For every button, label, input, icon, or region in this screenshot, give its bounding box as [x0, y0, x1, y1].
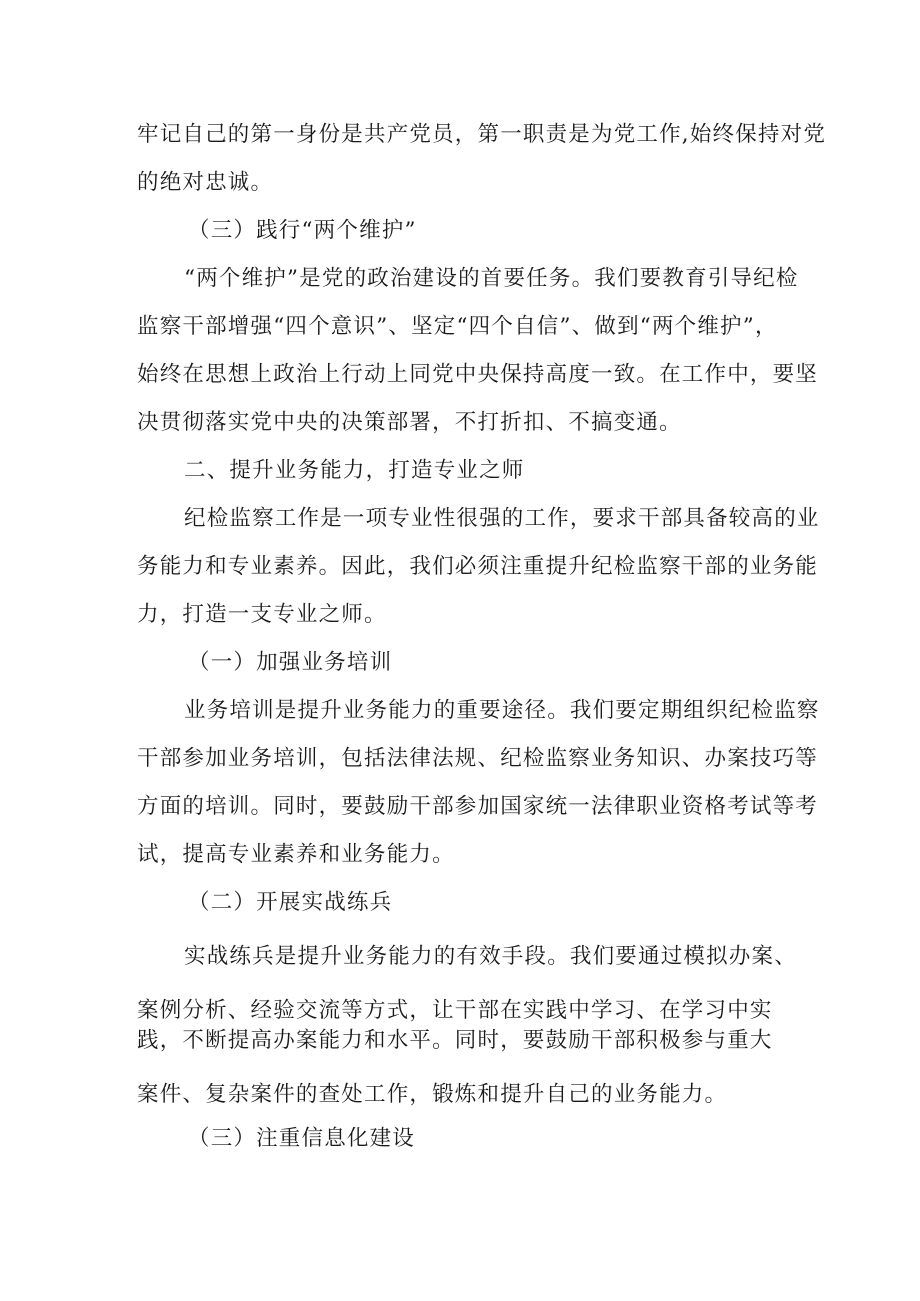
body-line-6: 始终在思想上政治上行动上同党中央保持高度一致。在工作中，要坚 [137, 362, 819, 387]
body-line-9: 纪检监察工作是一项专业性很强的工作，要求干部具备较高的业 [184, 506, 820, 531]
body-line-21: 案件、复杂案件的查处工作，锻炼和提升自己的业务能力。 [137, 1082, 728, 1107]
body-line-20: 践，不断提高办案能力和水平。同时，要鼓励干部积极参与重大 [137, 1028, 773, 1053]
section-heading-training: （一）加强业务培训 [188, 650, 393, 675]
section-heading-informatization: （三）注重信息化建设 [188, 1126, 416, 1151]
body-line-14: 干部参加业务培训，包括法律法规、纪检监察业务知识、办案技巧等 [137, 746, 819, 771]
chapter-heading-improve-ability: 二、提升业务能力，打造专业之师 [184, 458, 525, 483]
body-line-1: 牢记自己的第一身份是共产党员，第一职责是为党工作,始终保持对党 [137, 122, 827, 147]
body-line-11: 力，打造一支专业之师。 [137, 602, 387, 627]
body-line-13: 业务培训是提升业务能力的重要途径。我们要定期组织纪检监察 [184, 698, 820, 723]
body-line-4: “两个维护”是党的政治建设的首要任务。我们要教育引导纪检 [184, 266, 799, 291]
body-line-7: 决贯彻落实党中央的决策部署，不打折扣、不搞变通。 [137, 410, 682, 435]
section-heading-practical-drills: （二）开展实战练兵 [188, 890, 393, 915]
body-line-2: 的绝对忠诚。 [137, 170, 274, 195]
section-heading-practice-two-maintains: （三）践行“两个维护” [188, 218, 417, 243]
body-line-5: 监察干部增强“四个意识”、坚定“四个自信”、做到“两个维护”， [137, 314, 778, 339]
body-line-10: 务能力和专业素养。因此，我们必须注重提升纪检监察干部的业务能 [137, 554, 819, 579]
body-line-15: 方面的培训。同时，要鼓励干部参加国家统一法律职业资格考试等考 [137, 794, 819, 819]
body-line-16: 试，提高专业素养和业务能力。 [137, 842, 455, 867]
body-line-19: 案例分析、经验交流等方式，让干部在实践中学习、在学习中实 [137, 998, 773, 1023]
body-line-18: 实战练兵是提升业务能力的有效手段。我们要通过模拟办案、 [184, 944, 797, 969]
